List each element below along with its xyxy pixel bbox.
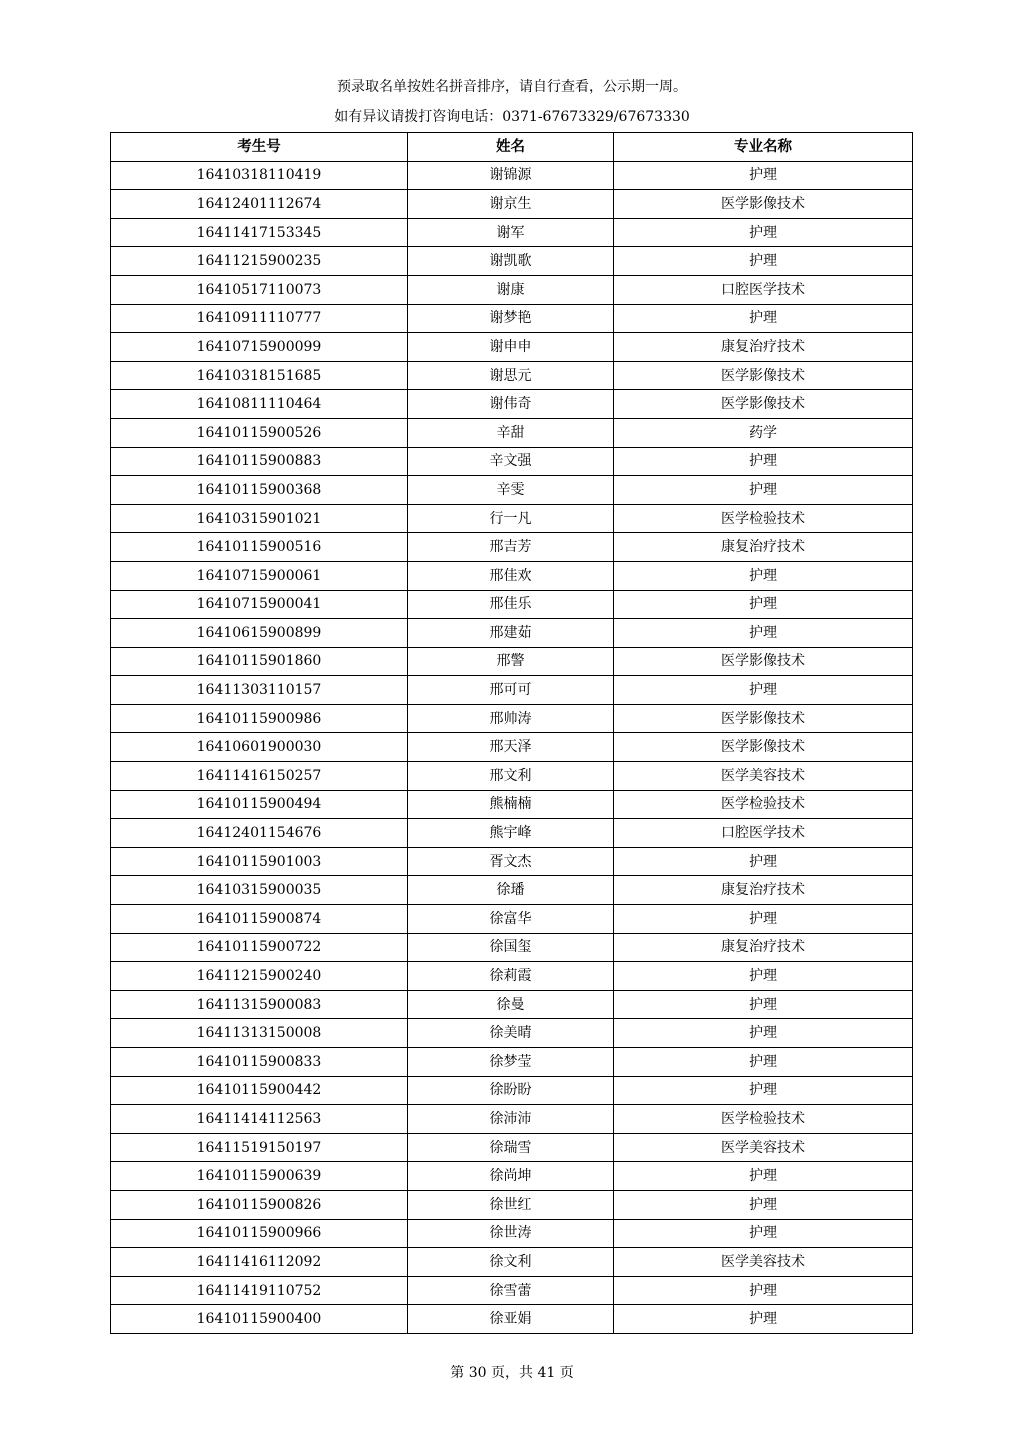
candidate-id-cell: 16410615900899	[111, 619, 408, 648]
name-cell: 辛甜	[408, 418, 614, 447]
name-cell: 谢锦源	[408, 161, 614, 190]
name-cell: 邢佳欢	[408, 561, 614, 590]
major-cell: 医学影像技术	[614, 647, 913, 676]
table-row	[111, 704, 913, 733]
name-cell: 谢凯歌	[408, 247, 614, 276]
name-cell: 谢伟奇	[408, 390, 614, 419]
header-candidate-id: 考生号	[111, 133, 408, 162]
table-row	[111, 1248, 913, 1277]
name-cell: 徐世红	[408, 1190, 614, 1219]
table-row	[111, 275, 913, 304]
table-row	[111, 590, 913, 619]
major-cell: 护理	[614, 962, 913, 991]
candidate-id-cell: 16410115900883	[111, 447, 408, 476]
table-row	[111, 533, 913, 562]
major-cell: 医学美容技术	[614, 1133, 913, 1162]
major-cell: 护理	[614, 447, 913, 476]
table-row	[111, 905, 913, 934]
major-cell: 护理	[614, 561, 913, 590]
major-cell: 护理	[614, 590, 913, 619]
major-cell: 医学检验技术	[614, 790, 913, 819]
candidate-id-cell: 16410911110777	[111, 304, 408, 333]
table-row	[111, 447, 913, 476]
major-cell: 护理	[614, 905, 913, 934]
major-cell: 护理	[614, 218, 913, 247]
name-cell: 邢文利	[408, 762, 614, 791]
table-header-row	[111, 133, 913, 162]
major-cell: 药学	[614, 418, 913, 447]
major-cell: 护理	[614, 1019, 913, 1048]
candidate-id-cell: 16411417153345	[111, 218, 408, 247]
table-row	[111, 1219, 913, 1248]
table-row	[111, 876, 913, 905]
candidate-id-cell: 16410315901021	[111, 504, 408, 533]
table-row	[111, 247, 913, 276]
candidate-id-cell: 16410115900494	[111, 790, 408, 819]
table-row	[111, 1048, 913, 1077]
candidate-id-cell: 16410115900833	[111, 1048, 408, 1077]
table-row	[111, 933, 913, 962]
major-cell: 护理	[614, 1076, 913, 1105]
name-cell: 邢建茹	[408, 619, 614, 648]
table-row	[111, 619, 913, 648]
table-row	[111, 647, 913, 676]
notice-sorting: 预录取名单按姓名拼音排序，请自行查看，公示期一周。	[337, 79, 687, 95]
name-cell: 徐富华	[408, 905, 614, 934]
candidate-id-cell: 16411519150197	[111, 1133, 408, 1162]
table-row	[111, 333, 913, 362]
table-row	[111, 190, 913, 219]
table-row	[111, 218, 913, 247]
page-number: 第 30 页，共 41 页	[450, 1365, 574, 1381]
table-row	[111, 476, 913, 505]
table-row	[111, 304, 913, 333]
major-cell: 医学影像技术	[614, 361, 913, 390]
candidate-id-cell: 16410315900035	[111, 876, 408, 905]
name-cell: 徐梦莹	[408, 1048, 614, 1077]
name-cell: 辛文强	[408, 447, 614, 476]
name-cell: 邢可可	[408, 676, 614, 705]
candidate-id-cell: 16412401154676	[111, 819, 408, 848]
table-row	[111, 161, 913, 190]
major-cell: 口腔医学技术	[614, 819, 913, 848]
major-cell: 护理	[614, 1219, 913, 1248]
major-cell: 护理	[614, 847, 913, 876]
name-cell: 熊楠楠	[408, 790, 614, 819]
table-row	[111, 819, 913, 848]
table-row	[111, 790, 913, 819]
candidate-id-cell: 16410115900400	[111, 1305, 408, 1334]
candidate-id-cell: 16411414112563	[111, 1105, 408, 1134]
table-row	[111, 847, 913, 876]
table-row	[111, 1105, 913, 1134]
table-row	[111, 418, 913, 447]
table-body	[111, 161, 913, 1333]
table-row	[111, 962, 913, 991]
major-cell: 医学检验技术	[614, 1105, 913, 1134]
candidate-id-cell: 16410715900099	[111, 333, 408, 362]
name-cell: 辛雯	[408, 476, 614, 505]
candidate-id-cell: 16410715900061	[111, 561, 408, 590]
name-cell: 熊宇峰	[408, 819, 614, 848]
major-cell: 医学影像技术	[614, 190, 913, 219]
name-cell: 徐世涛	[408, 1219, 614, 1248]
candidate-id-cell: 16410115900874	[111, 905, 408, 934]
name-cell: 徐璠	[408, 876, 614, 905]
candidate-id-cell: 16411313150008	[111, 1019, 408, 1048]
name-cell: 谢梦艳	[408, 304, 614, 333]
name-cell: 邢帅涛	[408, 704, 614, 733]
major-cell: 医学检验技术	[614, 504, 913, 533]
name-cell: 谢京生	[408, 190, 614, 219]
table-row	[111, 390, 913, 419]
name-cell: 徐亚娟	[408, 1305, 614, 1334]
name-cell: 徐盼盼	[408, 1076, 614, 1105]
major-cell: 护理	[614, 1190, 913, 1219]
name-cell: 行一凡	[408, 504, 614, 533]
name-cell: 徐莉霞	[408, 962, 614, 991]
candidate-id-cell: 16410115900442	[111, 1076, 408, 1105]
major-cell: 护理	[614, 1305, 913, 1334]
table-row	[111, 1276, 913, 1305]
name-cell: 邢佳乐	[408, 590, 614, 619]
table-row	[111, 361, 913, 390]
name-cell: 谢军	[408, 218, 614, 247]
candidate-id-cell: 16410811110464	[111, 390, 408, 419]
major-cell: 康复治疗技术	[614, 533, 913, 562]
major-cell: 康复治疗技术	[614, 933, 913, 962]
major-cell: 医学影像技术	[614, 704, 913, 733]
table-row	[111, 561, 913, 590]
candidate-id-cell: 16410715900041	[111, 590, 408, 619]
table-row	[111, 1019, 913, 1048]
name-cell: 徐瑞雪	[408, 1133, 614, 1162]
candidate-id-cell: 16411315900083	[111, 990, 408, 1019]
candidate-id-cell: 16410115900526	[111, 418, 408, 447]
name-cell: 邢警	[408, 647, 614, 676]
candidate-id-cell: 16410115900966	[111, 1219, 408, 1248]
major-cell: 口腔医学技术	[614, 275, 913, 304]
candidate-id-cell: 16411419110752	[111, 1276, 408, 1305]
name-cell: 胥文杰	[408, 847, 614, 876]
admission-list-table	[110, 132, 913, 1334]
major-cell: 护理	[614, 1162, 913, 1191]
name-cell: 谢康	[408, 275, 614, 304]
header-major: 专业名称	[614, 133, 913, 162]
candidate-id-cell: 16410115900986	[111, 704, 408, 733]
major-cell: 护理	[614, 161, 913, 190]
candidate-id-cell: 16411215900240	[111, 962, 408, 991]
candidate-id-cell: 16410318110419	[111, 161, 408, 190]
name-cell: 邢吉芳	[408, 533, 614, 562]
name-cell: 谢思元	[408, 361, 614, 390]
table-row	[111, 1076, 913, 1105]
candidate-id-cell: 16411416150257	[111, 762, 408, 791]
candidate-id-cell: 16410115900826	[111, 1190, 408, 1219]
notice-contact-phone: 如有异议请拨打咨询电话：0371-67673329/67673330	[334, 109, 690, 125]
candidate-id-cell: 16410318151685	[111, 361, 408, 390]
name-cell: 邢天泽	[408, 733, 614, 762]
major-cell: 护理	[614, 1276, 913, 1305]
candidate-id-cell: 16411303110157	[111, 676, 408, 705]
major-cell: 医学美容技术	[614, 1248, 913, 1277]
table-row	[111, 676, 913, 705]
candidate-id-cell: 16410601900030	[111, 733, 408, 762]
name-cell: 徐美晴	[408, 1019, 614, 1048]
candidate-id-cell: 16410115900639	[111, 1162, 408, 1191]
candidate-id-cell: 16410517110073	[111, 275, 408, 304]
table-row	[111, 1190, 913, 1219]
candidate-id-cell: 16410115901860	[111, 647, 408, 676]
candidate-id-cell: 16410115900368	[111, 476, 408, 505]
major-cell: 护理	[614, 1048, 913, 1077]
header-name: 姓名	[408, 133, 614, 162]
major-cell: 康复治疗技术	[614, 876, 913, 905]
candidate-id-cell: 16411416112092	[111, 1248, 408, 1277]
table-row	[111, 733, 913, 762]
major-cell: 护理	[614, 247, 913, 276]
name-cell: 徐曼	[408, 990, 614, 1019]
major-cell: 护理	[614, 619, 913, 648]
table-row	[111, 504, 913, 533]
major-cell: 护理	[614, 304, 913, 333]
name-cell: 徐雪蕾	[408, 1276, 614, 1305]
major-cell: 护理	[614, 476, 913, 505]
table-row	[111, 1162, 913, 1191]
candidate-id-cell: 16410115900516	[111, 533, 408, 562]
major-cell: 护理	[614, 990, 913, 1019]
name-cell: 徐沛沛	[408, 1105, 614, 1134]
name-cell: 徐国玺	[408, 933, 614, 962]
table-row	[111, 990, 913, 1019]
major-cell: 医学影像技术	[614, 733, 913, 762]
candidate-id-cell: 16412401112674	[111, 190, 408, 219]
major-cell: 康复治疗技术	[614, 333, 913, 362]
candidate-id-cell: 16410115900722	[111, 933, 408, 962]
table-row	[111, 762, 913, 791]
name-cell: 徐尚坤	[408, 1162, 614, 1191]
major-cell: 医学影像技术	[614, 390, 913, 419]
candidate-id-cell: 16410115901003	[111, 847, 408, 876]
name-cell: 徐文利	[408, 1248, 614, 1277]
table-row	[111, 1305, 913, 1334]
major-cell: 护理	[614, 676, 913, 705]
table-row	[111, 1133, 913, 1162]
candidate-id-cell: 16411215900235	[111, 247, 408, 276]
name-cell: 谢申申	[408, 333, 614, 362]
major-cell: 医学美容技术	[614, 762, 913, 791]
